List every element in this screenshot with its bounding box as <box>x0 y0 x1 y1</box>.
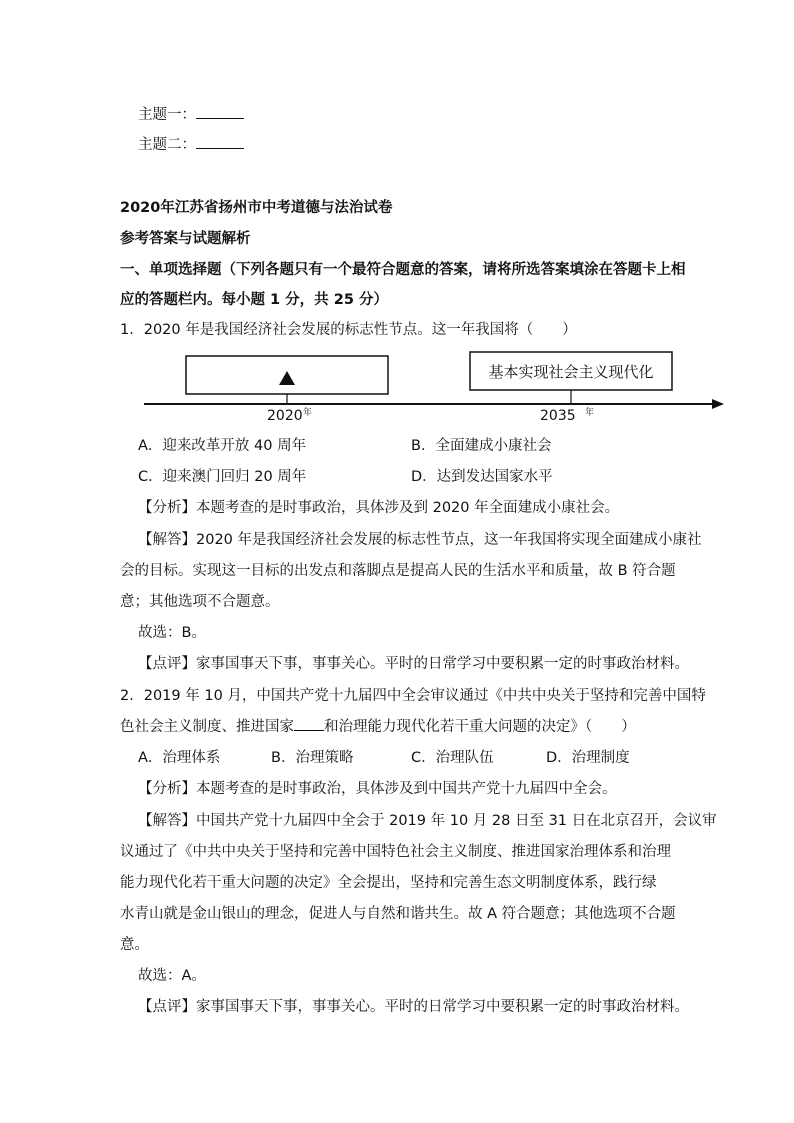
q2-answer-line4: 水青山就是金山银山的理念，促进人与自然和谐共生。故 A 符合题意；其他选项不合题 <box>120 906 676 922</box>
q2-answer-line2: 议通过了《中共中央关于坚持和完善中国特色社会主义制度、推进国家治理体系和治理 <box>120 844 671 860</box>
q1-comment: 【点评】家事国事天下事，事事关心。平时的日常学习中要积累一定的时事政治材料。 <box>138 656 689 672</box>
timeline-year-2035: 2035 <box>540 408 576 424</box>
q1-option-d[interactable]: D．达到发达国家水平 <box>411 469 553 485</box>
q1-option-c[interactable]: C．迎来澳门回归 20 周年 <box>138 469 307 485</box>
q1-stem: 1．2020 年是我国经济社会发展的标志性节点。这一年我国将（ ） <box>120 322 577 338</box>
topic-one <box>138 104 244 125</box>
q2-comment: 【点评】家事国事天下事，事事关心。平时的日常学习中要积累一定的时事政治材料。 <box>138 999 689 1015</box>
q1-answer-line3: 意；其他选项不合题意。 <box>120 594 280 610</box>
q2-option-b[interactable]: B．治理策略 <box>271 750 354 766</box>
paper-subtitle: 参考答案与试题解析 <box>120 231 251 247</box>
topic-two-label: 主题二： <box>138 137 196 153</box>
q2-stem-line2 <box>120 716 636 737</box>
q2-stem-line1: 2．2019 年 10 月，中国共产党十九届四中全会审议通过《中共中央关于坚持和完善中国特 <box>120 688 706 704</box>
q2-option-d[interactable]: D．治理制度 <box>546 750 630 766</box>
q1-analysis: 【分析】本题考查的是时事政治，具体涉及到 2020 年全面建成小康社会。 <box>138 500 620 516</box>
timeline-box-2035-text: 基本实现社会主义现代化 <box>488 363 654 381</box>
topic-one-label: 主题一： <box>138 107 196 123</box>
timeline-year-2020: 2020 <box>267 408 303 424</box>
q2-stem-part2: 和治理能力现代化若干重大问题的决定》（ ） <box>324 719 636 735</box>
q1-answer-line2: 会的目标。实现这一目标的出发点和落脚点是提高人民的生活水平和质量，故 B 符合题 <box>120 563 676 579</box>
q2-option-c[interactable]: C．治理队伍 <box>411 750 494 766</box>
q2-stem-part1: 色社会主义制度、推进国家 <box>120 719 294 735</box>
q1-choice: 故选：B。 <box>138 625 206 641</box>
q2-answer-line1: 【解答】中国共产党十九届四中全会于 2019 年 10 月 28 日至 31 日在北京召开，会议审 <box>138 813 717 829</box>
topic-one-blank[interactable] <box>196 104 244 119</box>
section-heading-line1: 一、单项选择题（下列各题只有一个最符合题意的答案，请将所选答案填涂在答题卡上相 <box>120 262 686 278</box>
timeline-unit-2020: 年 <box>303 408 313 418</box>
q2-stem-blank <box>294 716 324 731</box>
q1-option-a[interactable]: A．迎来改革开放 40 周年 <box>138 438 307 454</box>
q2-analysis: 【分析】本题考查的是时事政治，具体涉及到中国共产党十九届四中全会。 <box>138 781 617 797</box>
topic-two-blank[interactable] <box>196 134 244 149</box>
topic-two <box>138 134 244 155</box>
q2-choice: 故选：A。 <box>138 968 206 984</box>
section-heading-line2: 应的答题栏内。每小题 1 分，共 25 分） <box>120 292 388 308</box>
arrow-right-icon <box>712 399 724 409</box>
q1-option-b[interactable]: B．全面建成小康社会 <box>411 438 552 454</box>
timeline-unit-2035: 年 <box>585 408 595 418</box>
triangle-icon <box>279 371 295 385</box>
q1-timeline-figure <box>140 348 730 424</box>
q2-option-a[interactable]: A．治理体系 <box>138 750 221 766</box>
paper-title: 2020年江苏省扬州市中考道德与法治试卷 <box>120 200 393 216</box>
q2-answer-line5: 意。 <box>120 937 149 953</box>
q2-answer-line3: 能力现代化若干重大问题的决定》全会提出，坚持和完善生态文明制度体系，践行绿 <box>120 875 657 891</box>
q1-answer-line1: 【解答】2020 年是我国经济社会发展的标志性节点，这一年我国将实现全面建成小康社 <box>138 532 702 548</box>
